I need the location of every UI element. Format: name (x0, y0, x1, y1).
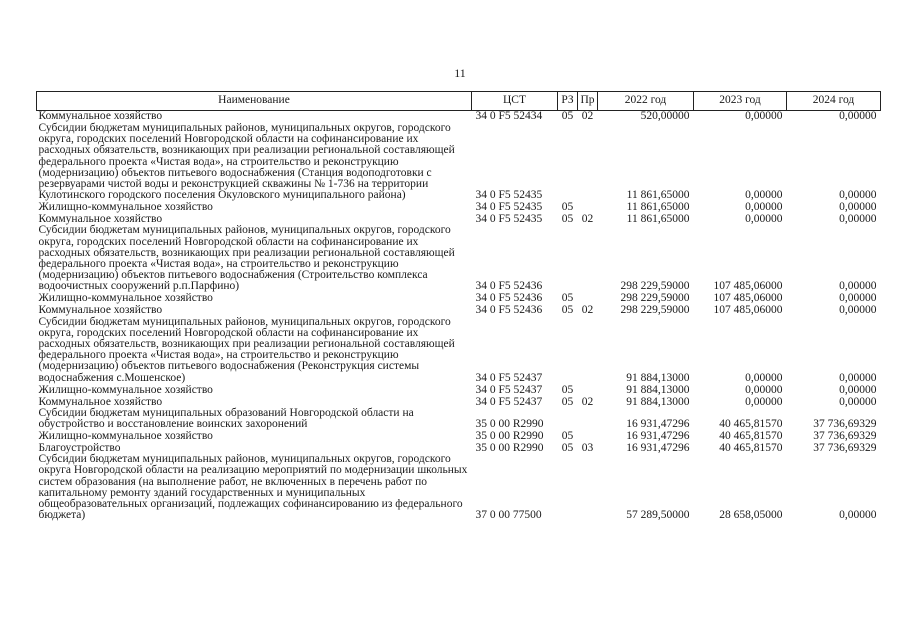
row-rz (558, 408, 578, 430)
row-2023: 107 485,06000 (713, 304, 783, 317)
row-pr (578, 384, 598, 396)
row-cst: 34 0 F5 52436 (475, 304, 543, 317)
row-2023: 40 465,81570 (719, 430, 783, 443)
row-2023: 40 465,81570 (719, 442, 783, 455)
row-2024: 0,00000 (839, 201, 877, 214)
table-body (37, 111, 881, 522)
table-row (37, 454, 881, 521)
row-2023: 0,00000 (745, 395, 783, 408)
row-name: Жилищно-коммунальное хозяйство (38, 292, 213, 305)
row-2022: 11 861,65000 (626, 213, 690, 226)
row-name: Субсидии бюджетам муниципальных районов, муниципальных округов, городского округа, городских поселений Новгородской области на софинансирование их расходных обязательств, возникающих при реализации региональной составляющей федерального проекта «Чистая вода», на строительство и реконструкцию (модернизацию) объектов питьевого водоснабжения (Строительство комплекса водоочистных сооружений р.п.Парфино) (38, 224, 455, 293)
row-pr (578, 408, 598, 430)
row-2022: 11 861,65000 (626, 189, 690, 202)
row-2024: 0,00000 (839, 395, 877, 408)
table-header-row (37, 92, 881, 111)
row-2024: 0,00000 (839, 110, 877, 122)
row-cst: 34 0 F5 52437 (475, 371, 543, 384)
header-cst: ЦСТ (472, 92, 558, 111)
row-pr (578, 225, 598, 292)
table-row (37, 225, 881, 292)
row-pr: 02 (581, 304, 594, 317)
row-cst: 34 0 F5 52437 (475, 395, 543, 408)
header-2024: 2024 год (787, 92, 881, 111)
header-2022: 2022 год (598, 92, 694, 111)
row-2022: 11 861,65000 (626, 201, 690, 214)
page-number: 11 (454, 66, 466, 80)
row-2024: 0,00000 (839, 280, 877, 293)
row-2024: 37 736,69329 (813, 442, 877, 455)
row-2024: 0,00000 (839, 189, 877, 202)
row-name: Субсидии бюджетам муниципальных районов, муниципальных округов, городского округа Новгородской области на реализацию мероприятий по модернизации школьных систем образования (на выполнение работ, не включенных в перечень работ по капитальному ремонту зданий государственных и муниципальных общеобразовательных организаций, подлежащих софинансированию из федерального бюджета) (38, 453, 468, 522)
header-2023: 2023 год (694, 92, 787, 111)
row-2022: 298 229,59000 (620, 280, 690, 293)
row-rz: 05 (561, 430, 574, 443)
row-name: Коммунальное хозяйство (38, 304, 163, 317)
table-row (37, 408, 881, 430)
table-row (37, 201, 881, 213)
row-rz (558, 123, 578, 201)
header-pr: Пр (578, 92, 598, 111)
row-2024: 37 736,69329 (813, 430, 877, 443)
row-cst: 35 0 00 R2990 (475, 430, 544, 443)
table-row (37, 305, 881, 317)
row-rz: 05 (561, 442, 574, 455)
row-pr: 02 (581, 110, 594, 122)
row-name: Коммунальное хозяйство (38, 395, 163, 408)
row-2024: 0,00000 (839, 383, 877, 396)
row-2022: 16 931,47296 (626, 418, 690, 431)
table-row (37, 123, 881, 201)
row-name: Жилищно-коммунальное хозяйство (38, 201, 213, 214)
row-rz (558, 454, 578, 521)
row-rz: 05 (561, 201, 574, 214)
row-2022: 298 229,59000 (620, 304, 690, 317)
row-name: Субсидии бюджетам муниципальных районов, муниципальных округов, городского округа, городских поселений Новгородской области на софинансирование их расходных обязательств, возникающих при реализации региональной составляющей федерального проекта «Чистая вода», на строительство и реконструкцию (модернизацию) объектов питьевого водоснабжения (Станция водоподготовки с резервуарами чистой воды и реконструкцией скважины № 1-736 на территории Кулотинского городского поселения Окуловского муниципального района) (38, 122, 455, 202)
row-cst: 35 0 00 R2990 (475, 442, 544, 455)
row-pr (578, 317, 598, 384)
budget-table (36, 91, 881, 521)
row-name: Коммунальное хозяйство (38, 213, 163, 226)
row-cst: 35 0 00 R2990 (475, 418, 544, 431)
row-2022: 57 289,50000 (626, 509, 690, 522)
header-name: Наименование (37, 92, 472, 111)
row-2022: 91 884,13000 (626, 395, 690, 408)
row-2023: 0,00000 (745, 201, 783, 214)
row-rz (558, 317, 578, 384)
row-2022: 16 931,47296 (626, 442, 690, 455)
row-cst: 34 0 F5 52435 (475, 201, 543, 214)
table-row (37, 317, 881, 384)
row-rz: 05 (561, 213, 574, 226)
row-name: Жилищно-коммунальное хозяйство (38, 383, 213, 396)
row-2023: 0,00000 (745, 383, 783, 396)
row-2023: 40 465,81570 (719, 418, 783, 431)
row-2022: 91 884,13000 (626, 371, 690, 384)
row-pr (578, 454, 598, 521)
row-rz: 05 (561, 110, 574, 122)
row-cst: 37 0 00 77500 (475, 509, 542, 522)
row-2023: 0,00000 (745, 213, 783, 226)
row-pr (578, 293, 598, 305)
row-cst: 34 0 F5 52436 (475, 280, 543, 293)
row-2022: 298 229,59000 (620, 292, 690, 305)
row-cst: 34 0 F5 52435 (475, 213, 543, 226)
row-2024: 0,00000 (839, 509, 877, 522)
row-pr (578, 201, 598, 213)
row-2024: 37 736,69329 (813, 418, 877, 431)
row-cst: 34 0 F5 52437 (475, 383, 543, 396)
row-2023: 0,00000 (745, 189, 783, 202)
row-pr: 02 (581, 213, 594, 226)
row-2022: 16 931,47296 (626, 430, 690, 443)
row-2023: 0,00000 (745, 110, 783, 122)
row-2024: 0,00000 (839, 213, 877, 226)
row-name: Субсидии бюджетам муниципальных образований Новгородской области на обустройство и восстановление воинских захоронений (38, 406, 414, 431)
row-pr (578, 430, 598, 442)
row-name: Жилищно-коммунальное хозяйство (38, 430, 213, 443)
row-rz: 05 (561, 383, 574, 396)
row-2023: 107 485,06000 (713, 280, 783, 293)
row-2023: 107 485,06000 (713, 292, 783, 305)
row-2023: 28 658,05000 (719, 509, 783, 522)
table-row (37, 430, 881, 442)
row-pr (578, 123, 598, 201)
row-2022: 91 884,13000 (626, 383, 690, 396)
table-row (37, 384, 881, 396)
row-2022: 520,00000 (640, 110, 690, 122)
row-rz (558, 225, 578, 292)
row-2023: 0,00000 (745, 371, 783, 384)
row-cst: 34 0 F5 52435 (475, 189, 543, 202)
row-name: Благоустройство (38, 442, 121, 455)
row-2024: 0,00000 (839, 371, 877, 384)
row-cst: 34 0 F5 52436 (475, 292, 543, 305)
row-rz: 05 (561, 292, 574, 305)
row-2024: 0,00000 (839, 304, 877, 317)
row-rz: 05 (561, 395, 574, 408)
row-rz: 05 (561, 304, 574, 317)
row-pr: 02 (581, 395, 594, 408)
row-name: Коммунальное хозяйство (38, 110, 163, 122)
row-cst: 34 0 F5 52434 (475, 110, 543, 122)
table-row (37, 293, 881, 305)
header-rz: РЗ (558, 92, 578, 111)
row-name: Субсидии бюджетам муниципальных районов, муниципальных округов, городского округа, городских поселений Новгородской области на софинансирование их расходных обязательств, возникающих при реализации региональной составляющей федерального проекта «Чистая вода», на строительство и реконструкцию (модернизацию) объектов питьевого водоснабжения (Реконструкция системы водоснабжения с.Мошенское) (38, 315, 455, 384)
row-2024: 0,00000 (839, 292, 877, 305)
row-pr: 03 (581, 442, 594, 455)
